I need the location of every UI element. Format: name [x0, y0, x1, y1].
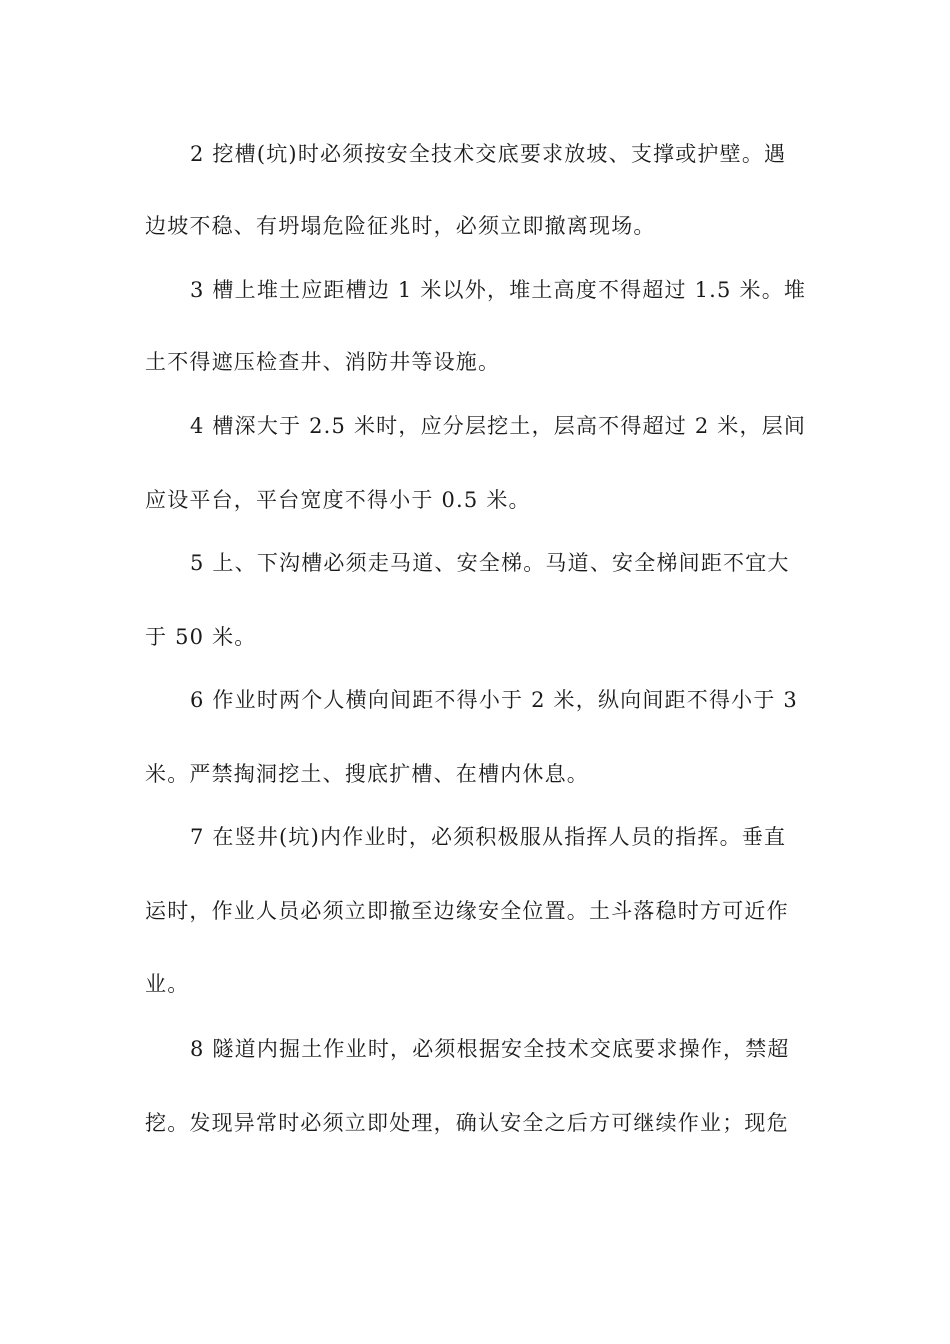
paragraph-4-line-1: 4 槽深大于 2.5 米时，应分层挖土，层高不得超过 2 米，层间 [190, 414, 807, 438]
paragraph-2-line-1: 2 挖槽(坑)时必须按安全技术交底要求放坡、支撑或护壁。遇 [190, 142, 787, 166]
paragraph-3-line-2: 土不得遮压检查井、消防井等设施。 [145, 350, 501, 374]
paragraph-6-line-1: 6 作业时两个人横向间距不得小于 2 米，纵向间距不得小于 3 [190, 688, 798, 712]
paragraph-5-line-1: 5 上、下沟槽必须走马道、安全梯。马道、安全梯间距不宜大 [190, 551, 790, 575]
paragraph-7-line-1: 7 在竖井(坑)内作业时，必须积极服从指挥人员的指挥。垂直 [190, 825, 787, 849]
paragraph-3-line-1: 3 槽上堆土应距槽边 1 米以外，堆土高度不得超过 1.5 米。堆 [190, 278, 807, 302]
paragraph-2-line-2: 边坡不稳、有坍塌危险征兆时，必须立即撤离现场。 [145, 214, 656, 238]
paragraph-8-line-2: 挖。发现异常时必须立即处理，确认安全之后方可继续作业；现危 [145, 1111, 789, 1135]
paragraph-8-line-1: 8 隧道内掘土作业时，必须根据安全技术交底要求操作，禁超 [190, 1037, 790, 1061]
paragraph-7-line-3: 业。 [145, 972, 190, 996]
paragraph-7-line-2: 运时，作业人员必须立即撤至边缘安全位置。土斗落稳时方可近作 [145, 899, 789, 923]
paragraph-4-line-2: 应设平台，平台宽度不得小于 0.5 米。 [145, 488, 531, 512]
paragraph-5-line-2: 于 50 米。 [145, 625, 257, 649]
paragraph-6-line-2: 米。严禁掏洞挖土、搜底扩槽、在槽内休息。 [145, 762, 589, 786]
